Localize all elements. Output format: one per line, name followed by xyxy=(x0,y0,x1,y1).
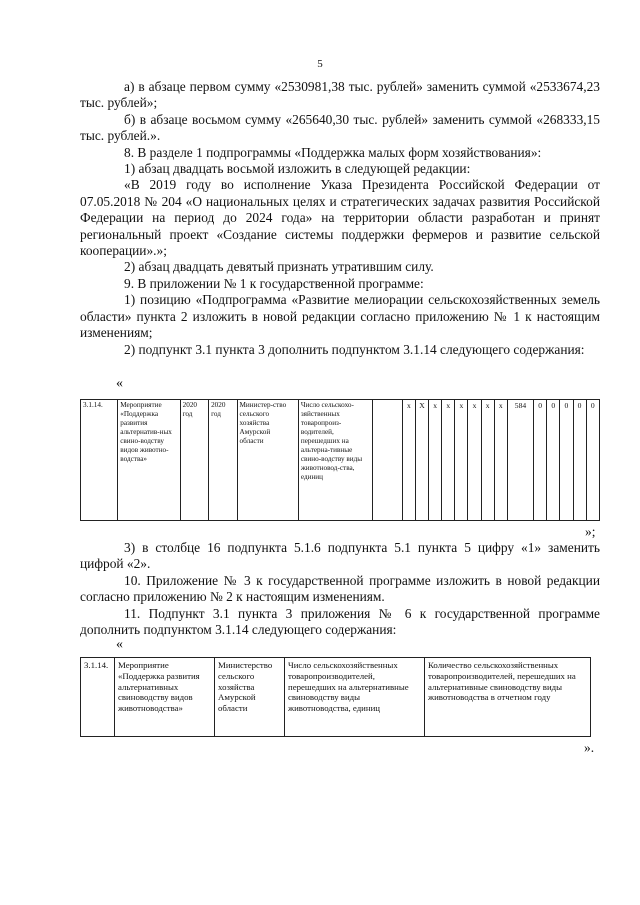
paragraph: 1) позицию «Подпрограмма «Развитие мелиорации сельскохозяйственных земель области» пункта 2 изложить в новой редакции согласно приложению № 1 к настоящим изменениям; xyxy=(80,292,600,341)
cell-value: x xyxy=(442,400,455,521)
quote-close-1: »; xyxy=(585,524,596,539)
cell-measure: Мероприятие «Поддержка развития альтернативных свиноводству видов животноводства» xyxy=(115,658,215,737)
cell-value: x xyxy=(402,400,415,521)
cell-value: X xyxy=(415,400,428,521)
paragraph: 2) подпункт 3.1 пункта 3 дополнить подпунктом 3.1.14 следующего содержания: xyxy=(124,341,585,357)
paragraph: 1) абзац двадцать восьмой изложить в следующей редакции: xyxy=(124,161,471,177)
cell-executor: Министер-ство сельского хозяйства Амурской области xyxy=(237,400,298,521)
paragraph: а) в абзаце первом сумму «2530981,38 тыс. рублей» заменить суммой «2533674,23 тыс. рублей»; xyxy=(80,79,600,111)
cell-indicator: Число сельскохозяйственных товаропроизводителей, перешедших на альтернативные свиноводству виды животноводства, единиц xyxy=(285,658,425,737)
paragraph: 9. В приложении № 1 к государственной программе: xyxy=(124,275,424,291)
cell-value: 584 xyxy=(507,400,533,521)
cell-code: 3.1.14. xyxy=(81,658,115,737)
cell-value: x xyxy=(455,400,468,521)
cell-value: x xyxy=(494,400,507,521)
cell-measure: Мероприятие «Поддержка развития альтернатив-ных свино-водству видов животно-водства» xyxy=(118,400,180,521)
quote-close-2: ». xyxy=(584,740,595,755)
paragraph: «В 2019 году во исполнение Указа Президента Российской Федерации от 07.05.2018 № 204 «О национальных целях и стратегических задачах развития Российской Федерации на период до 2024 года» на территории области разработан и принят региональный проект «Создание системы поддержки фермеров и развитие сельской кооперации».»; xyxy=(80,177,600,259)
paragraph: 10. Приложение № 3 к государственной программе изложить в новой редакции согласно приложению № 2 к настоящим изменениям. xyxy=(80,572,600,605)
paragraph: б) в абзаце восьмом сумму «265640,30 тыс. рублей» заменить суммой «268333,15 тыс. рублей.». xyxy=(80,111,600,144)
paragraph: 2) абзац двадцать девятый признать утратившим силу. xyxy=(124,259,434,275)
quote-open-2: « xyxy=(116,637,123,652)
cell-code: 3.1.14. xyxy=(81,400,118,521)
quote-open-1: « xyxy=(116,376,123,391)
cell-value: x xyxy=(429,400,442,521)
body-text-block xyxy=(80,79,600,358)
cell-value: x xyxy=(481,400,494,521)
cell-year-end: 2020 год xyxy=(209,400,237,521)
cell-year-start: 2020 год xyxy=(180,400,208,521)
body-text-block-2 xyxy=(80,540,600,638)
cell-value: 0 xyxy=(534,400,547,521)
indicators-table xyxy=(80,657,591,737)
cell-value: 0 xyxy=(586,400,599,521)
cell-result: Количество сельскохозяйственных товаропроизводителей, перешедших на альтернативные свиноводству виды животноводства в отчетном году xyxy=(425,658,591,737)
cell-value: 0 xyxy=(573,400,586,521)
paragraph: 8. В разделе 1 подпрограммы «Поддержка малых форм хозяйствования»: xyxy=(124,144,542,160)
cell-value: x xyxy=(468,400,481,521)
paragraph: 11. Подпункт 3.1 пункта 3 приложения № 6 к государственной программе дополнить подпунктом 3.1.14 следующего содержания: xyxy=(80,605,600,638)
cell-value: 0 xyxy=(560,400,573,521)
cell-empty xyxy=(373,400,403,521)
cell-indicator: Число сельскохо-зяйственных товаропроиз-водителей, перешедших на альтерна-тивные свино-водству виды животновод-ства, единиц xyxy=(298,400,372,521)
paragraph: 3) в столбце 16 подпункта 5.1.6 подпункта 5.1 пункта 5 цифру «1» заменить цифрой «2». xyxy=(80,540,600,572)
cell-executor: Министерство сельского хозяйства Амурской области xyxy=(215,658,285,737)
state-program-table xyxy=(80,399,600,521)
page-number: 5 xyxy=(317,58,323,70)
cell-value: 0 xyxy=(547,400,560,521)
